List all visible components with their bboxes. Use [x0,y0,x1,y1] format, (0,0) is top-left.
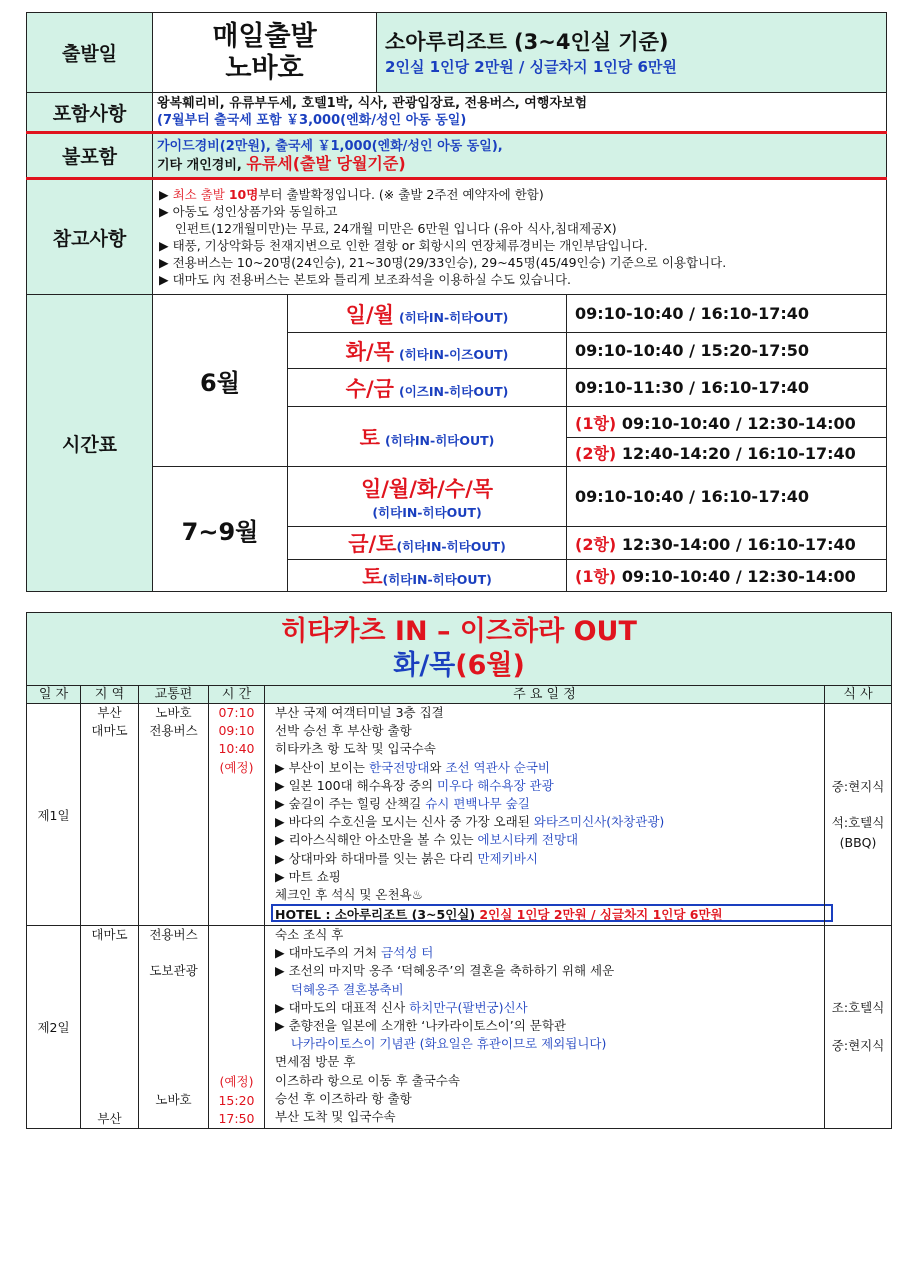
note-weather: ▶ 태풍, 기상악화등 천재지변으로 인한 결항 or 회항시의 연장체류경비는 개인부담입니다. [159,238,648,253]
header-meal: 식 사 [825,686,892,704]
schedule-row-weekdays: 일/월/화/수/목 (히타IN-히타OUT) [288,467,567,527]
schedule-time: (2항) 12:30-14:00 / 16:10-17:40 [567,527,887,560]
day-label: 제2일 [27,926,81,1129]
notes-content [153,179,887,295]
schedule-row-sat: 토 (히타IN-히타OUT) [288,407,567,467]
note-child: ▶ 아동도 성인상품가와 동일하고 [159,204,338,219]
time-cell: 07:10 09:10 10:40 (예정) [209,704,265,926]
resort-price: 2인실 1인당 2만원 / 싱글차지 1인당 6만원 [385,57,677,76]
schedule-row-tue-thu: 화/목 (히타IN-이즈OUT) [288,333,567,369]
itinerary-title: 히타카츠 IN – 이즈하라 OUT [281,616,637,647]
resort-title: 소아루리조트 (3~4인실 기준) [385,29,669,54]
tour-info-table [26,12,887,592]
header-region: 지 역 [81,686,139,704]
day2-schedule: 숙소 조식 후 ▶ 대마도주의 거처 금석성 터 ▶ 조선의 마지막 옹주 ‘덕혜옹주’의 결혼을 축하하기 위해 세운 덕혜옹주 결혼봉축비 ▶ 대마도의 대표적 신사 하치만구(팔번궁)신사 ▶ 춘향전을 일본에 소개한 ‘나카라이토스이’의 문학관 나카라이토스이 기념관 (화요일은 휴관이므로 제외됩니다) 면세점 방문 후 이즈하라 항으로 이동 후 출국수속 승선 후 이즈하라 항 출항 부산 도착 및 입국수속 [265,926,825,1129]
region-cell: 대마도 부산 [81,926,139,1129]
excluded-personal: 기타 개인경비, [157,157,247,173]
day2-row [27,926,892,1129]
meal-cell: 중:현지식 석:호텔식 (BBQ) [825,704,892,926]
header-transport: 교통편 [139,686,209,704]
schedule-row-sat-summer: 토(히타IN-히타OUT) [288,560,567,592]
hotel-info: HOTEL : 소아루리조트 (3~5인실) 2인실 1인당 2만원 / 싱글차지 1인당 6만원 [271,904,833,922]
day-label: 제1일 [27,704,81,926]
departure-value [153,13,377,93]
header-schedule: 주 요 일 정 [265,686,825,704]
notes-label: 참고사항 [27,179,153,295]
excluded-label: 불포함 [27,133,153,179]
included-line: 왕복훼리비, 유류부두세, 호텔1박, 식사, 관광입장료, 전용버스, 여행자보험 [157,96,588,111]
header-time: 시 간 [209,686,265,704]
note-bus: ▶ 전용버스는 10~20명(24인승), 21~30명(29/33인승), 29~45명(45/49인승) 기준으로 이용합니다. [159,255,727,270]
schedule-time: (2항) 12:40-14:20 / 16:10-17:40 [567,438,887,467]
transport-cell: 노바호 전용버스 [139,704,209,926]
day1-schedule: 부산 국제 여객터미널 3층 집결 선박 승선 후 부산항 출항 히타카츠 항 도착 및 입국수속 ▶ 부산이 보이는 한국전망대와 조선 역관사 순국비 ▶ 일본 100대 해수욕장 중의 미우다 해수욕장 관광 ▶ 숲길이 주는 힐링 산책길 슈시 편백나무 숲길 ▶ 바다의 수호신을 모시는 신사 중 가장 오래된 와타즈미신사(차창관광) ▶ 리아스식해안 아소만을 볼 수 있는 에보시타케 전망대 ▶ 상대마와 하대마를 잇는 붉은 다리 만제키바시 ▶ 마트 쇼핑 체크인 후 석식 및 온천욕♨ HOTEL : 소아루리조트 (3~5인실) 2인실 1인당 2만원 / 싱글차지 1인당 6만원 [265,704,825,926]
departure-label: 출발일 [27,13,153,93]
transport-cell: 전용버스 도보관광 노바호 [139,926,209,1129]
included-departure-tax: (7월부터 출국세 포함 ￥3,000(엔화/성인 아동 동일) [157,113,467,128]
included-label: 포함사항 [27,93,153,133]
excluded-line: 가이드경비(2만원), 출국세 ￥1,000(엔화/성인 아동 동일), [157,138,503,154]
included-content [153,93,887,133]
departure-daily: 매일출발 [212,20,317,52]
schedule-time: (1항) 09:10-10:40 / 12:30-14:00 [567,407,887,438]
excluded-content [153,133,887,179]
day1-row [27,704,892,926]
month-june: 6월 [153,295,288,467]
schedule-time: (1항) 09:10-10:40 / 12:30-14:00 [567,560,887,592]
note-bus-seat: ▶ 대마도 內 전용버스는 본토와 틀리게 보조좌석을 이용하실 수도 있습니다. [159,272,572,287]
meal-cell: 조:호텔식 중:현지식 [825,926,892,1129]
resort-info [377,13,887,93]
note-min-people: ▶ 최소 출발 10명부터 출발확정입니다. (※ 출발 2주전 예약자에 한함) [159,187,544,202]
region-cell: 부산 대마도 [81,704,139,926]
itinerary-title-bar [27,613,892,686]
header-date: 일 자 [27,686,81,704]
time-cell: (예정) 15:20 17:50 [209,926,265,1129]
schedule-row-fri-sat: 금/토(히타IN-히타OUT) [288,527,567,560]
itinerary-table [26,612,892,1129]
itinerary-subtitle: 화/목(6월) [393,650,525,681]
schedule-time: 09:10-10:40 / 16:10-17:40 [567,295,887,333]
ferry-name: 노바호 [225,52,304,84]
note-infant: 인펀트(12개월미만)는 무료, 24개월 미만은 6만원 입니다 (유아 식사,침대제공X) [159,221,617,236]
schedule-time: 09:10-10:40 / 15:20-17:50 [567,333,887,369]
excluded-fuel: 유류세(출발 당월기준) [246,153,406,173]
schedule-label: 시간표 [27,295,153,592]
month-summer: 7~9월 [153,467,288,592]
schedule-row-wed-fri: 수/금 (이즈IN-히타OUT) [288,369,567,407]
schedule-time: 09:10-11:30 / 16:10-17:40 [567,369,887,407]
schedule-row-sun-mon: 일/월 (히타IN-히타OUT) [288,295,567,333]
schedule-time: 09:10-10:40 / 16:10-17:40 [567,467,887,527]
